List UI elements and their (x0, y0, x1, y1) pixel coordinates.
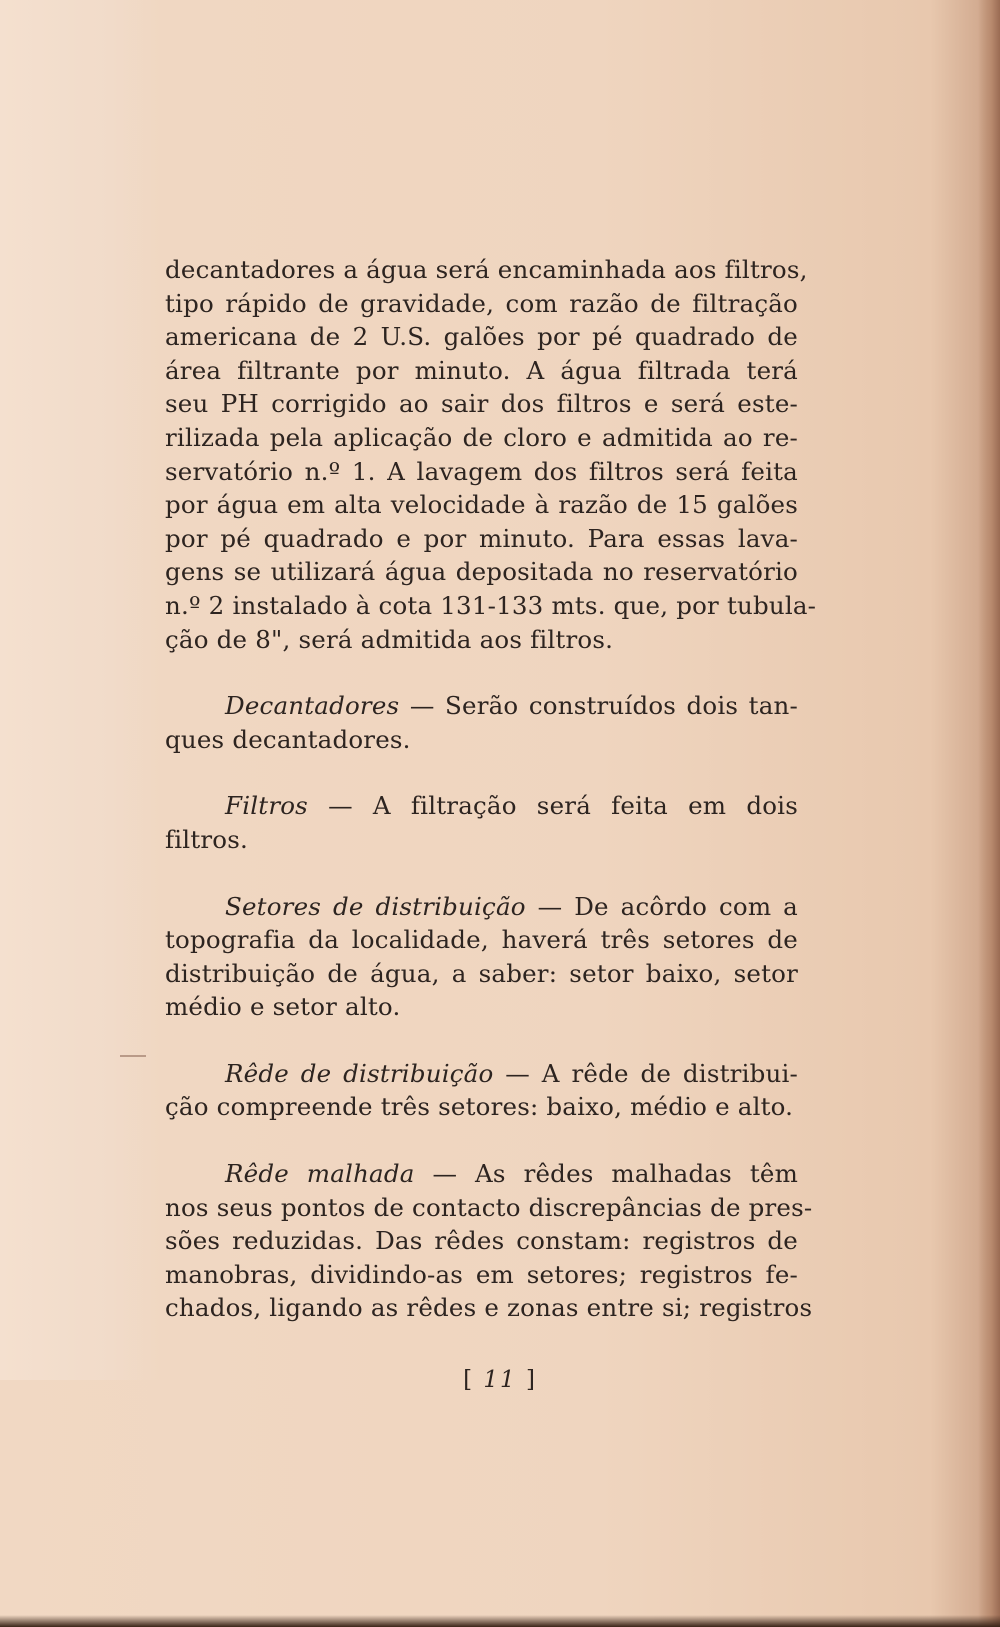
paragraph-rede-distribuicao (165, 1057, 798, 1124)
bracket-close: ] (525, 1367, 537, 1393)
text-line: seu PH corrigido ao sair dos filtros e será este- (165, 389, 798, 419)
text-line: tipo rápido de gravidade, com razão de filtração (165, 288, 798, 318)
text-line (165, 1057, 798, 1091)
text-run: — De acôrdo com a (537, 891, 798, 921)
paragraph-rede-malhada (165, 1157, 813, 1325)
left-margin-shading (0, 0, 160, 1380)
section-heading: Rêde de distribuição (225, 1058, 494, 1088)
page-number-value: 11 (483, 1367, 517, 1393)
text-line: manobras, dividindo-as em setores; registros fe- (165, 1259, 798, 1289)
text-line: sões reduzidas. Das rêdes constam: registros de (165, 1226, 798, 1256)
text-line (165, 1157, 798, 1191)
text-line: ção compreende três setores: baixo, médio e alto. (165, 1092, 794, 1122)
paragraph-1 (165, 253, 817, 656)
text-line: distribuição de água, a saber: setor baixo, setor (165, 958, 798, 988)
text-line: área filtrante por minuto. A água filtrada terá (165, 355, 798, 385)
text-line: filtros. (165, 824, 249, 854)
section-heading: Filtros (225, 791, 308, 821)
text-line: chados, ligando as rêdes e zonas entre si; registros (165, 1293, 813, 1323)
text-line (165, 890, 798, 924)
text-run: — Serão construídos dois tan- (409, 691, 798, 721)
text-line: médio e setor alto. (165, 992, 401, 1022)
page-bottom-edge (0, 1615, 1000, 1627)
text-line: decantadores a água será encaminhada aos filtros, (165, 255, 808, 284)
text-line (165, 789, 798, 823)
text-line: n.º 2 instalado à cota 131-133 mts. que, por tubula- (165, 590, 817, 620)
paragraph-filtros (165, 789, 798, 856)
text-line (165, 689, 798, 723)
stray-mark (120, 1055, 146, 1057)
text-line: ção de 8", será admitida aos filtros. (165, 624, 614, 654)
section-heading: Decantadores (225, 691, 400, 721)
section-heading: Rêde malhada (225, 1159, 415, 1189)
paragraph-setores (165, 890, 798, 1024)
text-line: gens se utilizará água depositada no reservatório (165, 557, 798, 587)
paragraph-decantadores (165, 689, 798, 756)
section-heading: Setores de distribuição (225, 891, 526, 921)
text-line: nos seus pontos de contacto discrepâncias de pres- (165, 1192, 813, 1222)
text-line: rilizada pela aplicação de cloro e admitida ao re- (165, 422, 798, 452)
body-text (165, 253, 817, 1325)
text-run: — As rêdes malhadas têm (432, 1159, 798, 1189)
text-line: por pé quadrado e por minuto. Para essas lava- (165, 523, 798, 553)
text-line: americana de 2 U.S. galões por pé quadrado de (165, 322, 798, 352)
bracket-open: [ (463, 1367, 475, 1393)
text-line: por água em alta velocidade à razão de 15 galões (165, 490, 798, 520)
text-run: — A filtração será feita em dois (328, 791, 798, 821)
page-number (0, 1367, 1000, 1393)
text-run: — A rêde de distribui- (505, 1058, 798, 1088)
text-line: servatório n.º 1. A lavagem dos filtros será feita (165, 456, 798, 486)
text-line: ques decantadores. (165, 724, 411, 754)
text-line: topografia da localidade, haverá três setores de (165, 925, 798, 955)
